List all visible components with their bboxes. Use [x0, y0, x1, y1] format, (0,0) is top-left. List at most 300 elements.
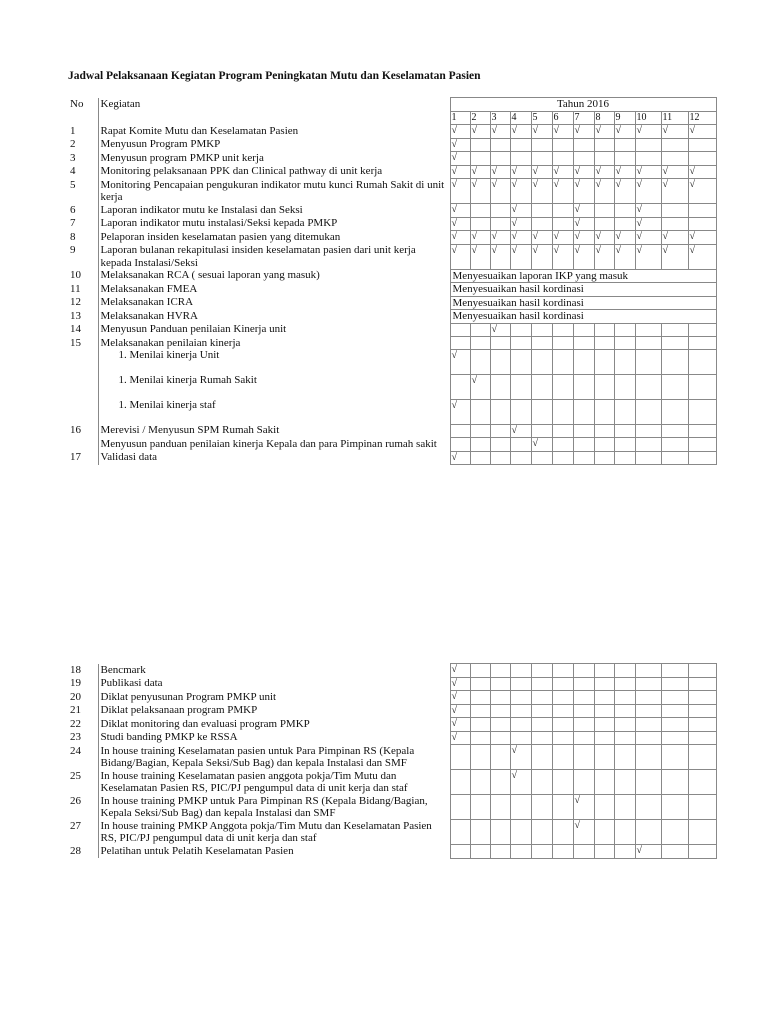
activity-text: Pelaporan insiden keselamatan pasien yang ditemukan [100, 230, 341, 243]
row-activity [98, 399, 450, 424]
month-1-cell [450, 770, 470, 795]
month-1-cell: √ [450, 718, 470, 732]
row-number: 23 [68, 731, 98, 745]
month-3-cell [490, 451, 510, 465]
month-7-cell [573, 704, 594, 718]
month-2-cell [470, 770, 490, 795]
month-3-cell: √ [490, 165, 510, 179]
row-number: 25 [68, 770, 98, 795]
month-3-cell [490, 745, 510, 770]
month-12-cell: √ [688, 179, 716, 204]
month-header: 11 [661, 111, 688, 125]
month-2-cell [470, 451, 490, 465]
month-6-cell [552, 138, 573, 152]
activity-text: Melaksanakan penilaian kinerja [100, 336, 241, 349]
month-8-cell [594, 677, 614, 691]
month-5-cell [531, 337, 552, 350]
month-7-cell: √ [573, 244, 594, 269]
month-9-cell: √ [614, 231, 635, 245]
month-11-cell [661, 691, 688, 705]
row-number [68, 438, 98, 452]
table-row [68, 664, 716, 678]
month-4-cell [510, 323, 531, 337]
month-8-cell [594, 691, 614, 705]
month-9-cell [614, 349, 635, 374]
month-10-cell [635, 374, 661, 399]
row-number: 3 [68, 152, 98, 166]
month-3-cell [490, 138, 510, 152]
month-3-cell: √ [490, 179, 510, 204]
row-activity [98, 125, 450, 139]
activity-text: Bencmark [100, 663, 146, 676]
month-7-cell [573, 664, 594, 678]
month-9-cell [614, 451, 635, 465]
row-activity [98, 165, 450, 179]
month-3-cell [490, 152, 510, 166]
month-1-cell: √ [450, 399, 470, 424]
month-3-cell [490, 691, 510, 705]
month-3-cell [490, 374, 510, 399]
month-8-cell [594, 704, 614, 718]
month-8-cell: √ [594, 165, 614, 179]
month-5-cell: √ [531, 165, 552, 179]
row-activity [98, 337, 450, 350]
month-11-cell [661, 820, 688, 845]
table-row [68, 770, 716, 795]
month-11-cell [661, 424, 688, 438]
month-10-cell: √ [635, 165, 661, 179]
row-number: 9 [68, 244, 98, 269]
month-1-cell [450, 745, 470, 770]
month-2-cell [470, 795, 490, 820]
month-8-cell: √ [594, 231, 614, 245]
activity-text: Validasi data [100, 451, 158, 463]
month-3-cell [490, 704, 510, 718]
month-1-cell: √ [450, 691, 470, 705]
schedule-note: Menyesuaikan laporan IKP yang masuk [450, 269, 716, 283]
month-8-cell [594, 374, 614, 399]
activity-text: 1. Menilai kinerja staf [118, 399, 216, 411]
month-4-cell [510, 795, 531, 820]
month-2-cell [470, 337, 490, 350]
month-12-cell [688, 795, 716, 820]
row-number: 17 [68, 451, 98, 465]
row-number: 7 [68, 217, 98, 231]
month-header-row [68, 111, 716, 125]
month-9-cell [614, 399, 635, 424]
header-no-blank [68, 111, 98, 125]
table-row [68, 374, 716, 399]
month-7-cell [573, 152, 594, 166]
month-5-cell [531, 152, 552, 166]
month-10-cell: √ [635, 179, 661, 204]
header-activity-blank [98, 111, 450, 125]
month-5-cell [531, 217, 552, 231]
table-row [68, 399, 716, 424]
month-11-cell [661, 731, 688, 745]
header-row [68, 98, 716, 112]
row-activity [98, 731, 450, 745]
month-11-cell [661, 337, 688, 350]
month-9-cell [614, 664, 635, 678]
month-6-cell [552, 691, 573, 705]
row-activity [98, 374, 450, 399]
month-1-cell: √ [450, 231, 470, 245]
activity-text: 1. Menilai kinerja Unit [118, 349, 220, 361]
month-11-cell: √ [661, 165, 688, 179]
month-12-cell [688, 745, 716, 770]
month-9-cell [614, 323, 635, 337]
month-5-cell [531, 731, 552, 745]
month-6-cell [552, 204, 573, 218]
month-10-cell [635, 770, 661, 795]
month-5-cell [531, 424, 552, 438]
row-number: 13 [68, 310, 98, 324]
month-9-cell [614, 217, 635, 231]
row-number: 14 [68, 323, 98, 337]
month-6-cell [552, 152, 573, 166]
month-8-cell [594, 349, 614, 374]
row-number: 27 [68, 820, 98, 845]
month-6-cell [552, 770, 573, 795]
row-activity [98, 244, 450, 269]
month-3-cell [490, 664, 510, 678]
month-header: 1 [450, 111, 470, 125]
row-activity [98, 795, 450, 820]
month-2-cell [470, 204, 490, 218]
row-activity [98, 152, 450, 166]
month-10-cell [635, 152, 661, 166]
month-3-cell [490, 217, 510, 231]
month-2-cell [470, 691, 490, 705]
month-7-cell [573, 745, 594, 770]
month-9-cell [614, 677, 635, 691]
month-4-cell [510, 438, 531, 452]
month-2-cell [470, 349, 490, 374]
month-7-cell [573, 374, 594, 399]
month-4-cell [510, 451, 531, 465]
row-activity [98, 770, 450, 795]
row-activity [98, 323, 450, 337]
month-1-cell [450, 438, 470, 452]
table-row [68, 323, 716, 337]
month-10-cell [635, 399, 661, 424]
month-header: 2 [470, 111, 490, 125]
month-9-cell: √ [614, 179, 635, 204]
row-activity [98, 204, 450, 218]
month-9-cell [614, 731, 635, 745]
activity-text: Laporan indikator mutu instalasi/Seksi kepada PMKP [100, 217, 338, 229]
month-header: 9 [614, 111, 635, 125]
activity-text: Publikasi data [100, 677, 163, 689]
month-6-cell [552, 845, 573, 859]
row-number: 4 [68, 165, 98, 179]
month-8-cell [594, 820, 614, 845]
month-3-cell: √ [490, 125, 510, 139]
month-11-cell [661, 323, 688, 337]
month-6-cell [552, 677, 573, 691]
month-5-cell: √ [531, 179, 552, 204]
row-number: 21 [68, 704, 98, 718]
month-7-cell [573, 349, 594, 374]
month-6-cell: √ [552, 165, 573, 179]
month-4-cell [510, 152, 531, 166]
month-8-cell [594, 795, 614, 820]
month-5-cell [531, 691, 552, 705]
row-number: 26 [68, 795, 98, 820]
month-12-cell [688, 217, 716, 231]
month-11-cell [661, 204, 688, 218]
month-4-cell: √ [510, 231, 531, 245]
month-11-cell [661, 718, 688, 732]
row-number: 10 [68, 269, 98, 283]
month-2-cell [470, 138, 490, 152]
activity-text: Menyusun program PMKP unit kerja [100, 151, 264, 164]
month-11-cell [661, 677, 688, 691]
month-11-cell [661, 138, 688, 152]
month-7-cell: √ [573, 231, 594, 245]
month-10-cell [635, 664, 661, 678]
month-header: 12 [688, 111, 716, 125]
row-number: 5 [68, 179, 98, 204]
month-4-cell [510, 820, 531, 845]
activity-text: Diklat monitoring dan evaluasi program PMKP [100, 717, 310, 730]
month-4-cell [510, 718, 531, 732]
month-12-cell [688, 820, 716, 845]
month-4-cell: √ [510, 244, 531, 269]
month-9-cell [614, 704, 635, 718]
month-9-cell [614, 745, 635, 770]
month-3-cell [490, 718, 510, 732]
table-row [68, 152, 716, 166]
month-5-cell [531, 718, 552, 732]
row-activity [98, 820, 450, 845]
month-header: 5 [531, 111, 552, 125]
table-row [68, 296, 716, 310]
month-12-cell: √ [688, 125, 716, 139]
table-row [68, 845, 716, 859]
table-row [68, 283, 716, 297]
month-6-cell [552, 704, 573, 718]
schedule-note: Menyesuaikan hasil kordinasi [450, 296, 716, 310]
month-4-cell [510, 691, 531, 705]
activity-text: Menyusun Panduan penilaian Kinerja unit [100, 323, 287, 335]
month-2-cell [470, 152, 490, 166]
month-8-cell [594, 152, 614, 166]
month-11-cell [661, 845, 688, 859]
month-10-cell [635, 323, 661, 337]
schedule-note: Menyesuaikan hasil kordinasi [450, 283, 716, 297]
month-12-cell: √ [688, 165, 716, 179]
month-9-cell [614, 138, 635, 152]
table-row [68, 310, 716, 324]
month-1-cell: √ [450, 244, 470, 269]
month-11-cell [661, 770, 688, 795]
table-row [68, 204, 716, 218]
month-2-cell: √ [470, 244, 490, 269]
month-2-cell [470, 217, 490, 231]
month-11-cell [661, 349, 688, 374]
month-8-cell: √ [594, 244, 614, 269]
month-7-cell [573, 323, 594, 337]
month-6-cell: √ [552, 179, 573, 204]
month-4-cell: √ [510, 424, 531, 438]
month-1-cell: √ [450, 217, 470, 231]
month-11-cell [661, 795, 688, 820]
month-1-cell: √ [450, 731, 470, 745]
month-12-cell [688, 845, 716, 859]
month-8-cell [594, 323, 614, 337]
row-number: 1 [68, 125, 98, 139]
row-activity [98, 704, 450, 718]
month-8-cell [594, 731, 614, 745]
month-12-cell [688, 424, 716, 438]
month-3-cell [490, 438, 510, 452]
month-4-cell [510, 337, 531, 350]
activity-text: Melaksanakan ICRA [100, 296, 194, 308]
month-5-cell [531, 745, 552, 770]
month-2-cell: √ [470, 165, 490, 179]
row-number: 6 [68, 204, 98, 218]
month-7-cell [573, 770, 594, 795]
month-2-cell: √ [470, 179, 490, 204]
month-6-cell [552, 323, 573, 337]
month-2-cell [470, 745, 490, 770]
month-9-cell: √ [614, 165, 635, 179]
month-header: 10 [635, 111, 661, 125]
month-2-cell [470, 718, 490, 732]
activity-text: Menyusun Program PMKP [100, 138, 221, 150]
month-10-cell [635, 704, 661, 718]
month-2-cell [470, 399, 490, 424]
month-7-cell: √ [573, 204, 594, 218]
month-8-cell [594, 424, 614, 438]
month-3-cell [490, 845, 510, 859]
table-row [68, 677, 716, 691]
month-7-cell [573, 718, 594, 732]
month-1-cell: √ [450, 152, 470, 166]
header-no: No [68, 98, 98, 112]
month-6-cell [552, 438, 573, 452]
month-12-cell [688, 323, 716, 337]
month-12-cell [688, 691, 716, 705]
activity-text: Melaksanakan HVRA [100, 309, 198, 322]
month-2-cell [470, 664, 490, 678]
activity-text: Monitoring pelaksanaan PPK dan Clinical pathway di unit kerja [100, 165, 383, 177]
month-5-cell [531, 664, 552, 678]
month-10-cell [635, 138, 661, 152]
table-row [68, 718, 716, 732]
month-2-cell [470, 704, 490, 718]
table-row [68, 704, 716, 718]
month-4-cell [510, 704, 531, 718]
month-header: 7 [573, 111, 594, 125]
month-9-cell [614, 691, 635, 705]
month-3-cell [490, 337, 510, 350]
month-1-cell [450, 820, 470, 845]
month-3-cell [490, 399, 510, 424]
month-11-cell: √ [661, 179, 688, 204]
month-5-cell [531, 204, 552, 218]
activity-text: Laporan indikator mutu ke Instalasi dan Seksi [100, 203, 303, 216]
month-11-cell [661, 704, 688, 718]
month-12-cell [688, 677, 716, 691]
row-activity [98, 745, 450, 770]
month-5-cell [531, 138, 552, 152]
table-row [68, 217, 716, 231]
activity-text: Studi banding PMKP ke RSSA [100, 731, 238, 743]
row-number: 8 [68, 231, 98, 245]
row-activity [98, 845, 450, 859]
month-6-cell [552, 399, 573, 424]
month-3-cell [490, 731, 510, 745]
month-8-cell [594, 845, 614, 859]
month-3-cell: √ [490, 323, 510, 337]
month-12-cell [688, 664, 716, 678]
month-3-cell [490, 770, 510, 795]
month-9-cell [614, 770, 635, 795]
table-row [68, 731, 716, 745]
month-3-cell: √ [490, 231, 510, 245]
month-10-cell [635, 731, 661, 745]
month-3-cell [490, 349, 510, 374]
month-5-cell [531, 704, 552, 718]
activity-text: In house training PMKP untuk Para Pimpinan RS (Kepala Bidang/Bagian, Kepala Seksi/Sub Bag) dan kepala Instalasi dan SMF [100, 794, 428, 819]
table-row [68, 337, 716, 350]
month-4-cell [510, 664, 531, 678]
month-3-cell [490, 424, 510, 438]
month-9-cell [614, 820, 635, 845]
activity-text: Melaksanakan RCA ( sesuai laporan yang masuk) [100, 269, 320, 281]
month-4-cell: √ [510, 217, 531, 231]
month-7-cell: √ [573, 217, 594, 231]
month-9-cell [614, 424, 635, 438]
month-9-cell [614, 337, 635, 350]
month-10-cell: √ [635, 125, 661, 139]
row-number: 12 [68, 296, 98, 310]
activity-text: In house training PMKP Anggota pokja/Tim Mutu dan Keselamatan Pasien RS, PIC/PJ pengumpul data di unit kerja dan staf [100, 819, 432, 844]
row-activity [98, 451, 450, 465]
row-activity [98, 424, 450, 438]
row-number [68, 349, 98, 374]
month-4-cell [510, 399, 531, 424]
month-5-cell [531, 374, 552, 399]
row-number: 24 [68, 745, 98, 770]
row-number: 19 [68, 677, 98, 691]
month-10-cell: √ [635, 231, 661, 245]
month-7-cell [573, 138, 594, 152]
row-activity [98, 296, 450, 310]
month-6-cell [552, 451, 573, 465]
month-5-cell [531, 399, 552, 424]
month-2-cell [470, 323, 490, 337]
row-activity [98, 231, 450, 245]
month-10-cell [635, 349, 661, 374]
month-7-cell [573, 337, 594, 350]
month-7-cell [573, 424, 594, 438]
month-12-cell: √ [688, 244, 716, 269]
row-activity [98, 349, 450, 374]
row-activity [98, 677, 450, 691]
activity-text: Laporan bulanan rekapitulasi insiden keselamatan pasien dari unit kerja kepada Instalasi/Seksi [100, 244, 416, 269]
month-header: 6 [552, 111, 573, 125]
month-6-cell [552, 731, 573, 745]
row-activity [98, 691, 450, 705]
month-5-cell [531, 677, 552, 691]
month-8-cell [594, 745, 614, 770]
activity-text: Pelatihan untuk Pelatih Keselamatan Pasien [100, 844, 294, 857]
month-10-cell: √ [635, 204, 661, 218]
